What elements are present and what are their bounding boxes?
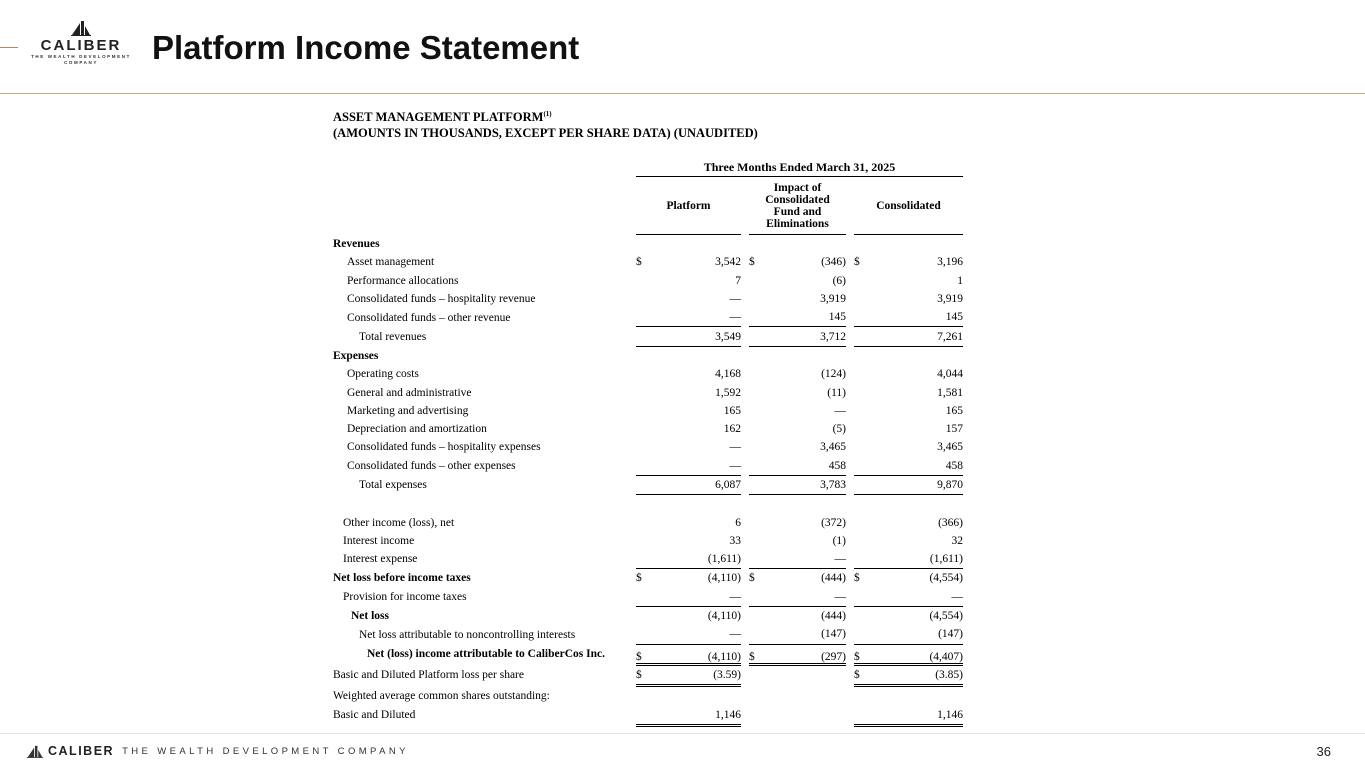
period-header-row	[333, 158, 963, 177]
value-impact: (372)	[821, 516, 846, 529]
value-platform: 162	[723, 423, 741, 436]
statement-title: ASSET MANAGEMENT PLATFORM$^{(1)}$	[333, 110, 552, 125]
row-label: Net (loss) income attributable to CaliberCos Inc.	[367, 648, 605, 661]
value-impact: (444)	[821, 572, 846, 585]
row-label: Basic and Diluted	[333, 709, 416, 722]
value-consolidated: —	[868, 588, 963, 607]
row-label: Interest expense	[343, 553, 418, 566]
value-platform: —	[650, 308, 741, 327]
header-accent-line	[0, 47, 18, 48]
section-label-revenues: Revenues	[333, 237, 380, 250]
value-platform: (4,110)	[707, 610, 741, 623]
value-impact: (124)	[821, 368, 846, 381]
value-consolidated: (4,554)	[929, 610, 963, 623]
value-consolidated: (4,407)	[868, 644, 963, 664]
value-platform: (4,110)	[650, 644, 741, 664]
table-row	[333, 346, 963, 365]
value-impact: (5)	[832, 423, 846, 436]
value-platform: 7	[735, 274, 741, 287]
table-row	[333, 625, 963, 644]
row-label: Provision for income taxes	[343, 591, 467, 604]
dollar-sign: $	[749, 256, 755, 269]
value-platform: —	[729, 441, 741, 454]
value-platform: —	[650, 625, 741, 644]
value-consolidated: 7,261	[868, 327, 963, 346]
value-impact: 3,465	[820, 441, 846, 454]
value-impact: —	[834, 404, 846, 417]
value-platform: 6,087	[650, 475, 741, 494]
dollar-sign: $	[854, 256, 860, 269]
value-platform: 3,549	[650, 327, 741, 346]
value-platform: —	[650, 588, 741, 607]
page-number: 36	[1316, 744, 1331, 759]
value-consolidated: 3,465	[937, 441, 963, 454]
table-row-total	[333, 327, 963, 346]
value-platform: (4,110)	[707, 572, 741, 585]
table-row	[333, 420, 963, 438]
footer-divider	[0, 733, 1365, 734]
value-consolidated: (147)	[868, 625, 963, 644]
table-row-total	[333, 644, 963, 664]
row-label: Consolidated funds – hospitality expenses	[347, 441, 541, 454]
row-label: Total revenues	[359, 330, 427, 343]
dollar-sign: $	[854, 644, 868, 664]
value-consolidated: (4,554)	[929, 572, 963, 585]
table-row	[333, 438, 963, 456]
statement-subtitle: (AMOUNTS IN THOUSANDS, EXCEPT PER SHARE DATA) (UNAUDITED)	[333, 126, 758, 141]
logo-wordmark: CALIBER	[40, 37, 122, 54]
row-label: Performance allocations	[347, 274, 459, 287]
value-impact: —	[763, 588, 846, 607]
value-platform: 165	[723, 404, 741, 417]
value-consolidated: 157	[945, 423, 963, 436]
column-header-row	[333, 177, 963, 235]
table-row	[333, 235, 963, 254]
value-platform: (1,611)	[650, 550, 741, 569]
col-header-platform: Platform	[636, 177, 741, 235]
table-row	[333, 705, 963, 725]
value-consolidated: 9,870	[868, 475, 963, 494]
value-consolidated: 1,581	[937, 386, 963, 399]
footer-logo	[26, 744, 409, 758]
value-impact: 458	[763, 457, 846, 476]
value-consolidated: (1,611)	[868, 550, 963, 569]
row-label: Total expenses	[359, 479, 427, 491]
value-consolidated: 165	[945, 404, 963, 417]
table-row	[333, 550, 963, 569]
row-label: Weighted average common shares outstanding:	[333, 689, 550, 702]
value-platform: —	[650, 457, 741, 476]
table-row	[333, 664, 963, 685]
dollar-sign: $	[749, 572, 755, 585]
value-consolidated: 458	[868, 457, 963, 476]
value-impact: (6)	[832, 274, 846, 287]
value-platform: 6	[735, 516, 741, 529]
row-label: Asset management	[347, 256, 435, 269]
row-label: Consolidated funds – other expenses	[347, 459, 516, 472]
value-platform: 1,592	[715, 386, 741, 399]
table-row	[333, 290, 963, 308]
value-consolidated: 1,146	[868, 705, 963, 725]
value-impact: (11)	[827, 386, 846, 399]
caliber-logo	[24, 20, 138, 66]
income-statement-table	[333, 158, 963, 727]
value-consolidated: 145	[868, 308, 963, 327]
table-row	[333, 272, 963, 290]
row-label: Interest income	[343, 534, 415, 547]
dollar-sign: $	[636, 644, 650, 664]
value-impact: 3,783	[763, 475, 846, 494]
table-row	[333, 308, 963, 327]
dollar-sign: $	[636, 572, 642, 585]
value-impact: (147)	[763, 625, 846, 644]
row-label: Net loss attributable to noncontrolling interests	[359, 628, 576, 641]
table-row	[333, 253, 963, 271]
row-label: Depreciation and amortization	[347, 423, 487, 436]
value-impact: (444)	[821, 610, 846, 623]
dollar-sign: $	[749, 644, 763, 664]
value-platform: (3.59)	[650, 664, 741, 685]
dollar-sign: $	[854, 664, 868, 685]
logo-tagline: THE WEALTH DEVELOPMENT	[31, 54, 131, 59]
row-label: Net loss before income taxes	[333, 572, 471, 585]
value-platform: 3,542	[715, 256, 741, 269]
value-impact: 3,712	[763, 327, 846, 346]
value-impact: (297)	[763, 644, 846, 664]
table-row	[333, 606, 963, 625]
value-impact: (346)	[821, 256, 846, 269]
table-row	[333, 402, 963, 420]
dollar-sign: $	[636, 664, 650, 685]
table-row	[333, 686, 963, 706]
row-label: Net loss	[351, 609, 390, 622]
value-impact: 3,919	[820, 293, 846, 306]
statement-heading	[333, 106, 957, 141]
table-row	[333, 365, 963, 383]
value-consolidated: (366)	[938, 516, 963, 529]
value-platform: 4,168	[715, 368, 741, 381]
table-row	[333, 588, 963, 607]
value-consolidated: 32	[951, 534, 963, 547]
value-platform: —	[729, 293, 741, 306]
row-label: Basic and Diluted Platform loss per share	[333, 668, 524, 681]
footer-wordmark: CALIBER	[48, 744, 115, 758]
building-logo-icon	[70, 20, 92, 36]
table-row	[333, 532, 963, 550]
logo-tagline-2: COMPANY	[64, 60, 98, 65]
value-consolidated: 4,044	[937, 368, 963, 381]
row-label: Marketing and advertising	[347, 404, 469, 417]
building-logo-icon	[26, 745, 44, 758]
row-label: General and administrative	[347, 386, 472, 399]
value-consolidated: 1	[957, 274, 963, 287]
value-consolidated: (3.85)	[868, 664, 963, 685]
period-header: Three Months Ended March 31, 2025	[636, 158, 963, 177]
section-label-expenses: Expenses	[333, 349, 379, 362]
dollar-sign: $	[854, 572, 860, 585]
table-row	[333, 513, 963, 531]
row-label: Consolidated funds – other revenue	[347, 311, 511, 324]
row-label: Other income (loss), net	[343, 516, 455, 529]
value-impact: 145	[763, 308, 846, 327]
header-divider	[0, 93, 1365, 94]
page-title: Platform Income Statement	[152, 29, 580, 66]
table-row-total	[333, 475, 963, 494]
spacer-row	[333, 495, 963, 514]
col-header-impact: Impact of Consolidated Fund and Eliminations	[749, 177, 846, 235]
row-label: Consolidated funds – hospitality revenue	[347, 293, 536, 306]
value-impact: —	[763, 550, 846, 569]
col-header-consolidated: Consolidated	[854, 177, 963, 235]
footnote-marker: (1)	[543, 110, 552, 118]
value-platform: 33	[729, 534, 741, 547]
value-consolidated: 3,196	[937, 256, 963, 269]
value-platform: 1,146	[650, 705, 741, 725]
table-row	[333, 383, 963, 401]
footer-tagline: THE WEALTH DEVELOPMENT COMPANY	[122, 745, 409, 757]
row-label: Operating costs	[347, 368, 419, 381]
dollar-sign: $	[636, 256, 642, 269]
value-consolidated: 3,919	[937, 293, 963, 306]
table-row	[333, 457, 963, 476]
value-impact: (1)	[832, 534, 846, 547]
table-row	[333, 569, 963, 588]
